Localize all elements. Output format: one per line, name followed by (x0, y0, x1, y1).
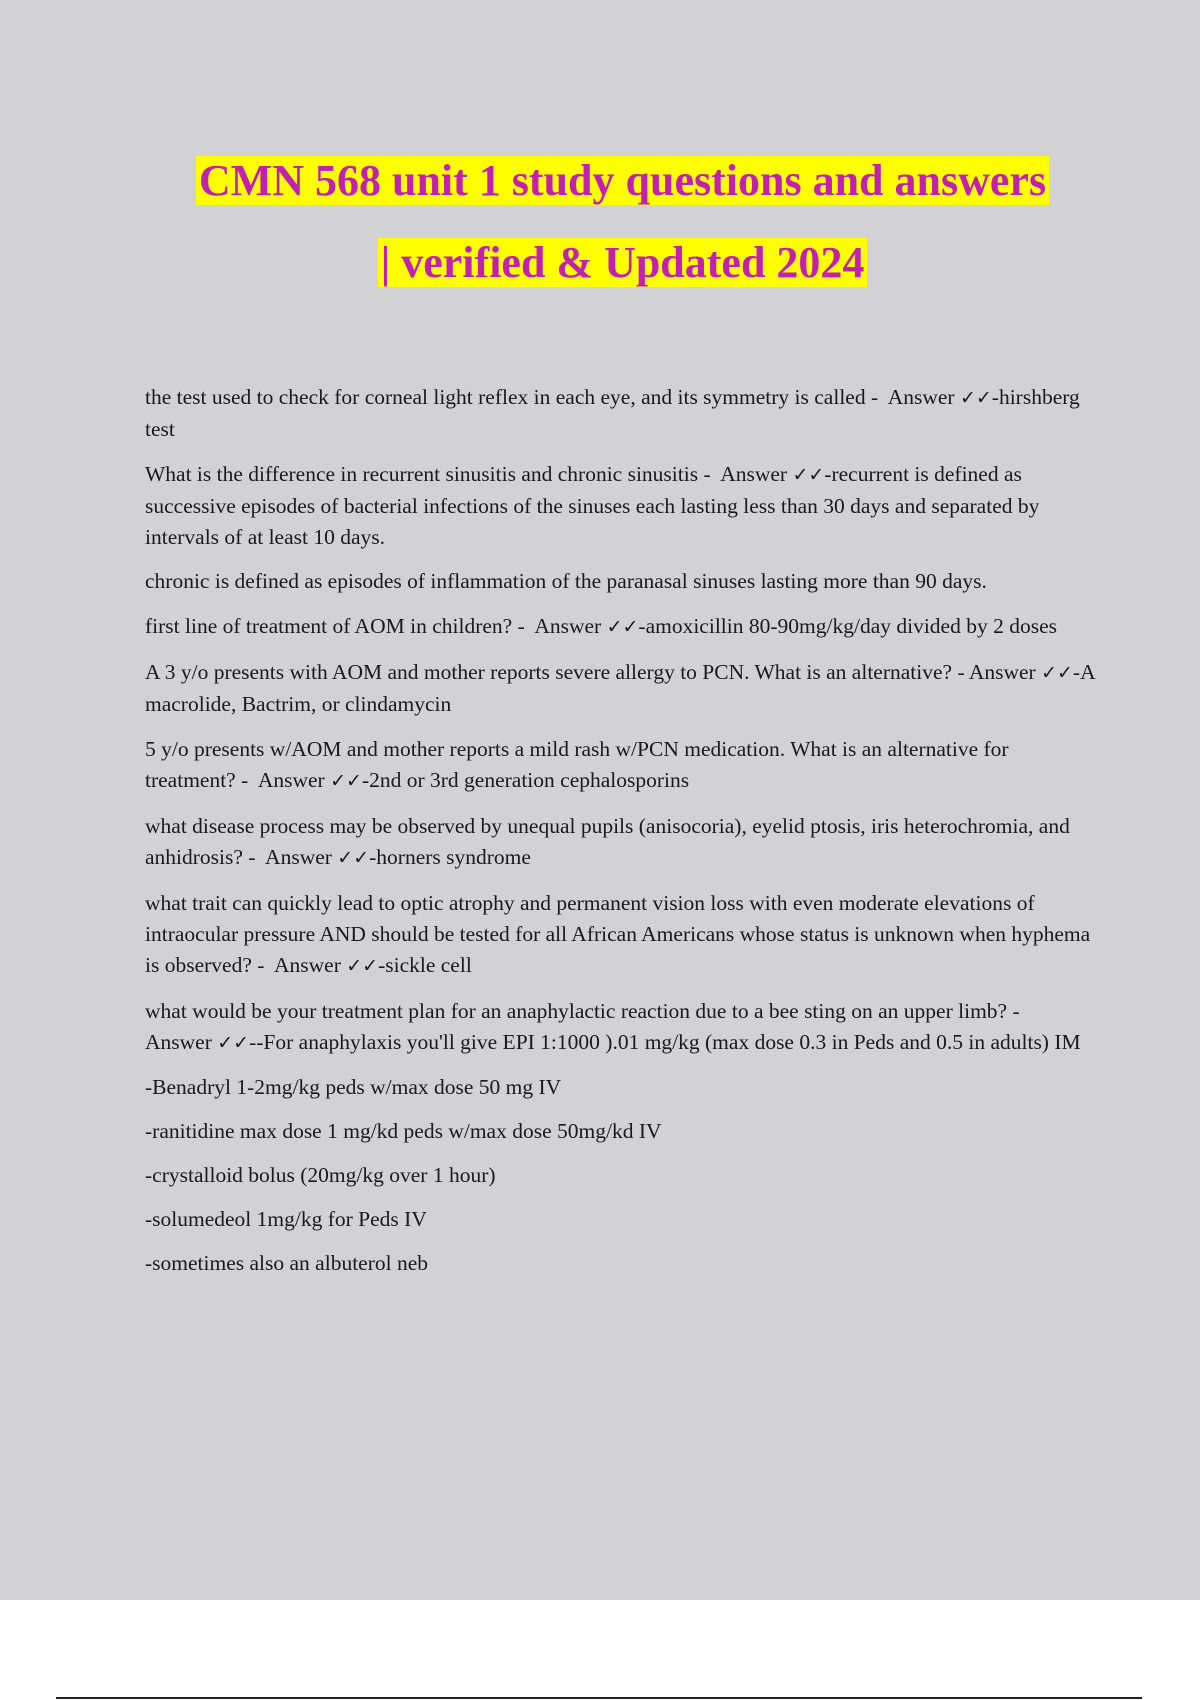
qa-item: first line of treatment of AOM in children? - Answer ✓✓-amoxicillin 80-90mg/kg/day divided by 2 doses (145, 614, 1058, 638)
check-icon: ✓✓ (330, 770, 362, 792)
check-icon: ✓✓ (606, 616, 639, 638)
qa-item: what would be your treatment plan for an anaphylactic reaction due to a bee sting on an upper limb? - Answer ✓✓--For anaphylaxis you'll give EPI 1:1000 ).01 mg/kg (max dose 0.3 in Peds and 0.5 in adults) IM (145, 999, 1081, 1054)
treatment-line: -sometimes also an albuterol neb (145, 1251, 429, 1275)
qa-item: 5 y/o presents w/AOM and mother reports a mild rash w/PCN medication. What is an alternative for treatment? - Answer ✓✓-2nd or 3rd generation cephalosporins (145, 737, 1009, 792)
check-icon: ✓✓ (217, 1032, 250, 1054)
qa-item: A 3 y/o presents with AOM and mother reports severe allergy to PCN. What is an alternative? - Answer ✓✓-A macrolide, Bactrim, or clindamycin (145, 660, 1095, 716)
treatment-line: -crystalloid bolus (20mg/kg over 1 hour) (145, 1163, 496, 1187)
check-icon: ✓✓ (1041, 662, 1073, 684)
check-icon: ✓✓ (959, 387, 992, 409)
title-line-2: | verified & Updated 2024 (378, 238, 868, 287)
footer-divider (56, 1697, 1142, 1699)
treatment-line: -ranitidine max dose 1 mg/kd peds w/max dose 50mg/kd IV (145, 1119, 662, 1143)
check-icon: ✓✓ (792, 464, 825, 486)
qa-item: What is the difference in recurrent sinusitis and chronic sinusitis - Answer ✓✓-recurrent is defined as successive episodes of bacterial infections of the sinuses each lasting less than 30 days and separated by intervals of at least 10 days. (145, 462, 1040, 549)
treatment-line: -Benadryl 1-2mg/kg peds w/max dose 50 mg IV (145, 1075, 562, 1099)
document-body (145, 382, 1095, 1292)
title-line-1: CMN 568 unit 1 study questions and answers (196, 156, 1049, 205)
document-title (0, 140, 1200, 304)
check-icon: ✓✓ (337, 847, 370, 869)
chronic-note: chronic is defined as episodes of inflammation of the paranasal sinuses lasting more than 90 days. (145, 569, 987, 593)
treatment-line: -solumedeol 1mg/kg for Peds IV (145, 1207, 427, 1231)
check-icon: ✓✓ (346, 955, 379, 977)
qa-item: what disease process may be observed by unequal pupils (anisocoria), eyelid ptosis, iris heterochromia, and anhidrosis? - Answer ✓✓-horners syndrome (145, 814, 1070, 869)
qa-item: the test used to check for corneal light reflex in each eye, and its symmetry is called - Answer ✓✓-hirshberg test (145, 385, 1080, 441)
qa-item: what trait can quickly lead to optic atrophy and permanent vision loss with even moderate elevations of intraocular pressure AND should be tested for all African Americans whose status is unknown when hyphema is observed? - Answer ✓✓-sickle cell (145, 891, 1091, 977)
